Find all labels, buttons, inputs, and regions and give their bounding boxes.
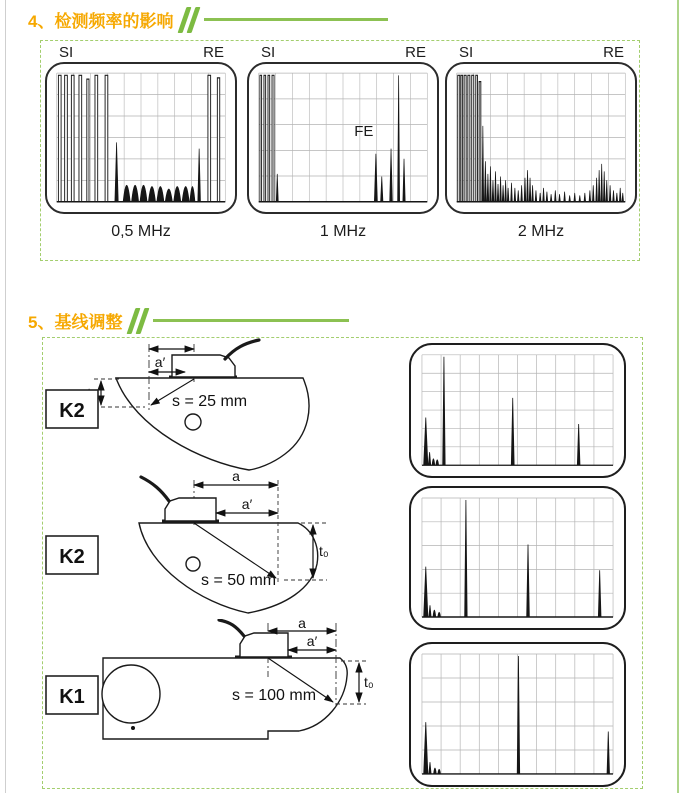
t0-label: t₀ xyxy=(319,543,329,559)
page-right-border xyxy=(677,0,679,793)
a-prime-label: a′ xyxy=(241,496,253,512)
k2-block-shape xyxy=(116,378,309,470)
label-fe: FE xyxy=(354,123,374,141)
scope-trace-50mm xyxy=(420,496,615,620)
section5-rule xyxy=(153,319,349,322)
section5-number: 5、 xyxy=(28,312,55,332)
scope-top-labels xyxy=(247,45,439,61)
label-re: RE xyxy=(203,44,224,61)
block-large-hole xyxy=(102,665,160,723)
s-distance-label: s = 25 mm xyxy=(172,393,248,410)
double-slash-icon xyxy=(178,7,195,33)
section5-figure-panel xyxy=(42,337,643,789)
scope-top-labels xyxy=(45,45,237,61)
scope-caption: 0,5 MHz xyxy=(111,223,171,240)
scope-trace-2mhz xyxy=(455,71,627,205)
probe-body xyxy=(240,633,288,657)
scope-column-2mhz xyxy=(445,45,637,241)
oscilloscope-screen-25mm xyxy=(409,343,626,478)
oscilloscope-screen-50mm xyxy=(409,486,626,630)
scope-trace-1mhz xyxy=(257,71,429,205)
oscilloscope-screen xyxy=(247,62,439,214)
label-si: SI xyxy=(459,44,474,61)
scope-trace-100mm xyxy=(420,652,615,777)
scope-trace-05mhz xyxy=(55,71,227,205)
section4-rule xyxy=(204,18,388,21)
a-label: a xyxy=(298,619,306,631)
scope-caption: 1 MHz xyxy=(319,223,367,240)
scope-column-1mhz xyxy=(247,45,439,241)
section5-header xyxy=(28,306,349,334)
s-distance-label: s = 50 mm xyxy=(201,572,277,589)
scope-trace-25mm xyxy=(420,353,615,468)
label-si: SI xyxy=(261,44,276,61)
section4-figure-panel xyxy=(40,40,640,261)
a-prime-label: a′ xyxy=(306,633,318,649)
section4-number: 4、 xyxy=(28,11,55,31)
diagram-k2-50mm xyxy=(39,468,369,633)
block-dot xyxy=(131,726,135,730)
block-name-label: K1 xyxy=(59,686,85,708)
block-hole xyxy=(186,557,200,571)
scope-caption: 2 MHz xyxy=(517,223,565,240)
scope-top-labels xyxy=(445,45,637,61)
k2-block-shape xyxy=(139,523,318,613)
probe-cable xyxy=(225,340,259,359)
probe-body xyxy=(165,498,216,521)
oscilloscope-screen xyxy=(445,62,637,214)
a-prime-label: a′ xyxy=(154,354,166,370)
scope-column-05mhz xyxy=(45,45,237,241)
page-left-border xyxy=(5,0,6,793)
section4-title: 检测频率的影响 xyxy=(54,11,174,31)
label-si: SI xyxy=(59,44,74,61)
block-hole xyxy=(185,414,201,430)
double-slash-icon xyxy=(127,308,144,334)
label-re: RE xyxy=(405,44,426,61)
label-re: RE xyxy=(603,44,624,61)
section4-header xyxy=(28,5,388,33)
diagram-k1-100mm xyxy=(34,619,404,779)
t0-label: t₀ xyxy=(364,674,374,690)
section5-title: 基线调整 xyxy=(54,312,123,332)
diagram-k2-25mm xyxy=(39,338,329,478)
oscilloscope-screen xyxy=(45,62,237,214)
probe-cable xyxy=(141,477,169,501)
block-name-label: K2 xyxy=(59,546,85,568)
oscilloscope-screen-100mm xyxy=(409,642,626,787)
a-label: a xyxy=(232,468,240,484)
probe-cable xyxy=(219,620,244,636)
s-distance-label: s = 100 mm xyxy=(232,687,317,704)
block-name-label: K2 xyxy=(59,400,85,422)
